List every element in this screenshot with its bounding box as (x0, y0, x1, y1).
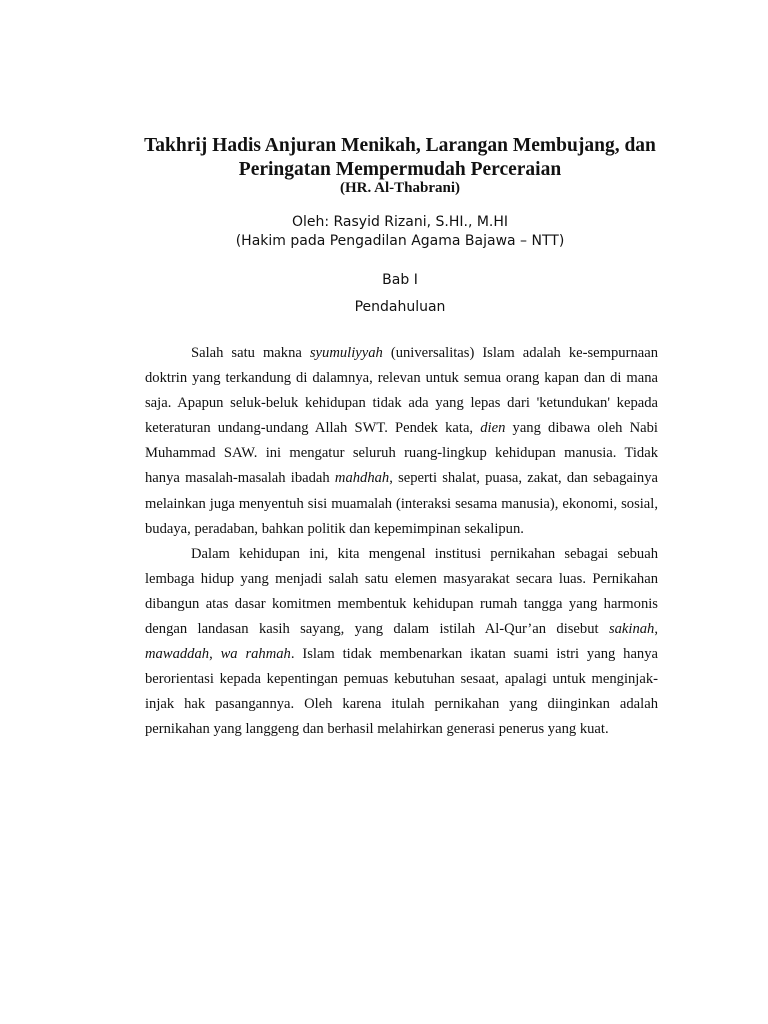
italic-term: syumuliyyah (309, 345, 383, 361)
author-line: Oleh: Rasyid Rizani, S.HI., M.HI (291, 214, 509, 230)
title-line-2: Peringatan Mempermudah Perceraian (238, 159, 562, 180)
paragraph (145, 341, 658, 542)
body-text (145, 341, 658, 743)
text-run: Dalam kehidupan ini, kita mengenal institusi pernikahan sebagai sebuah lembaga hidup yang menjadi salah satu elemen masyarakat secara luas. Pernikahan dibangun atas dasar komitmen membentuk kehidupan rumah tangga yang harmonis dengan landasan kasih sayang, yang dalam istilah Al-Qur’an disebut (145, 545, 658, 638)
paragraph (145, 542, 658, 743)
italic-term: mawaddah (145, 646, 210, 663)
italic-term: wa rahmah (220, 646, 291, 663)
text-run: , (209, 646, 221, 663)
chapter-title: Pendahuluan (354, 299, 446, 315)
author-affiliation: (Hakim pada Pengadilan Agama Bajawa – NTT) (235, 233, 565, 249)
author-block (140, 213, 660, 251)
italic-term: sakinah (608, 621, 655, 638)
text-run: . Islam tidak membenarkan ikatan suami istri yang hanya berorientasi kepada kepentingan pemuas kebutuhan sesaat, apalagi untuk menginjak-injak hak pasangannya. Oleh karena itulah pernikahan yang diinginkan adalah pernikahan yang langgeng dan berhasil melahirkan generasi penerus yang kuat. (145, 646, 658, 738)
text-run: , (654, 621, 658, 638)
chapter-heading (140, 271, 660, 317)
chapter-number: Bab I (382, 272, 418, 288)
italic-term: dien (480, 420, 506, 437)
text-run: yang dibawa oleh Nabi Muhammad SAW. ini mengatur seluruh ruang-lingkup kehidupan manusia. Tidak hanya masalah-masalah ibadah (145, 420, 658, 487)
text-run: , seperti shalat, puasa, zakat, dan sebagainya melainkan juga menyentuh sisi muamalah (interaksi sesama manusia), ekonomi, sosial, budaya, peradaban, bahkan politik dan kepemimpinan sekalipun. (145, 470, 658, 537)
title-line-1: Takhrij Hadis Anjuran Menikah, Larangan Membujang, dan (144, 135, 656, 156)
text-run: Salah satu makna (191, 345, 310, 361)
document-title (140, 134, 660, 182)
document-subtitle: (HR. Al-Thabrani) (339, 180, 460, 196)
text-run: (universalitas) Islam adalah ke-sempurnaan doktrin yang terkandung di dalamnya, relevan untuk semua orang kapan dan di mana saja. Apapun seluk-beluk kehidupan tidak ada yang lepas dari 'ketundukan' kepada keteraturan undang-undang Allah SWT. Pendek kata, (145, 345, 658, 437)
italic-term: mahdhah (334, 470, 390, 487)
